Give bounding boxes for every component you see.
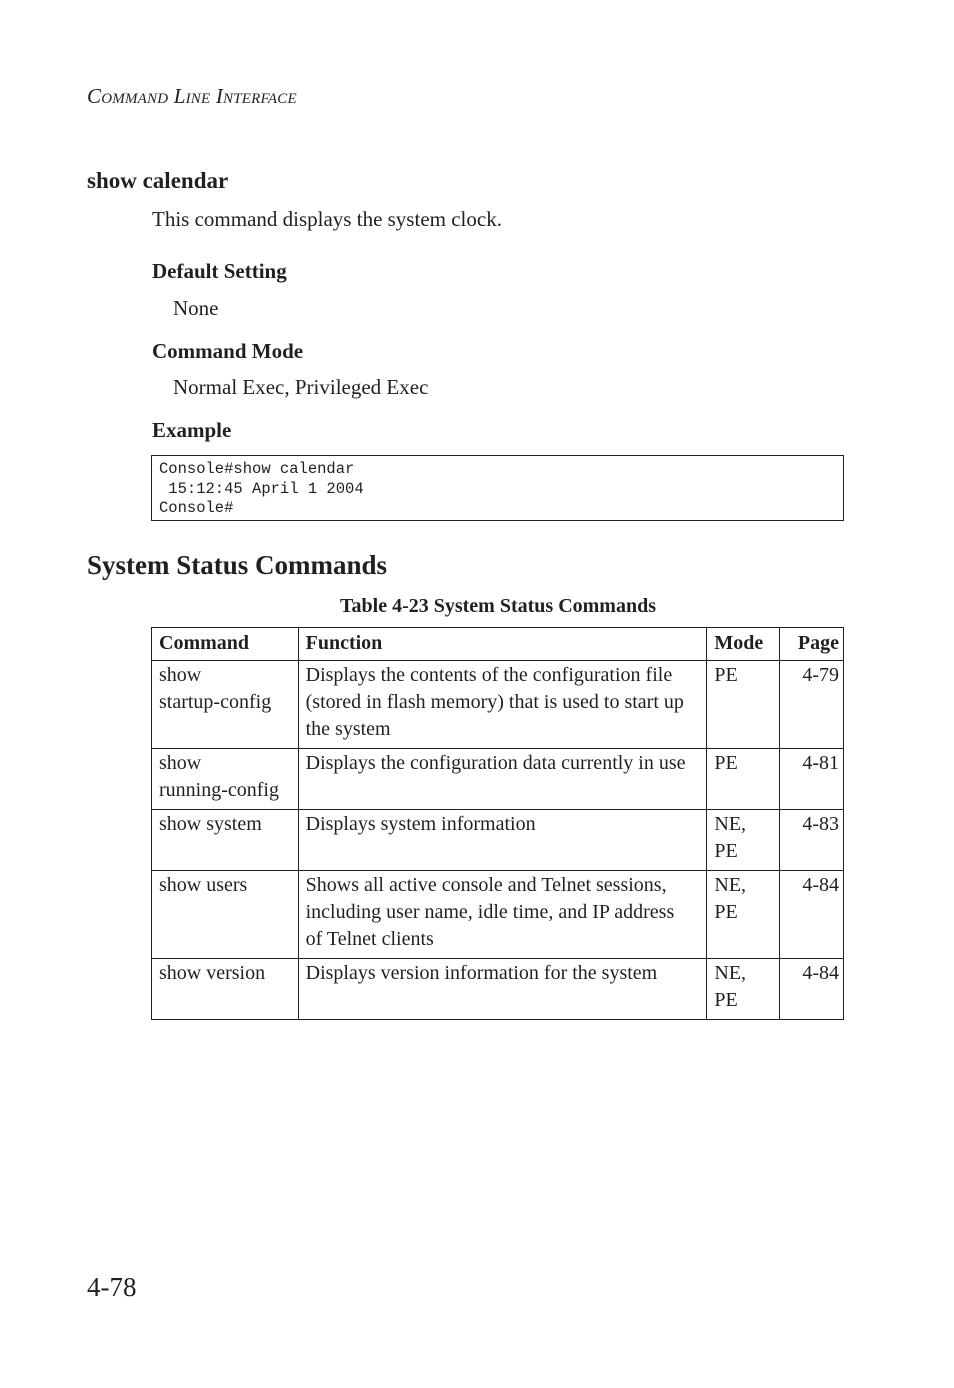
default-setting-value: None xyxy=(173,296,219,320)
command-cell xyxy=(152,871,299,959)
column-header-command: Command xyxy=(152,628,299,661)
section-title: System Status Commands xyxy=(87,550,388,580)
cell-line: including user name, idle time, and IP address xyxy=(305,901,675,923)
command-description: This command displays the system clock. xyxy=(152,207,502,231)
page-cell: 4-79 xyxy=(779,661,843,749)
cell-line: of Telnet clients xyxy=(305,928,434,950)
function-cell xyxy=(298,810,707,871)
cell-line: PE xyxy=(714,752,738,774)
cell-line: PE xyxy=(714,840,738,862)
code-line: Console# xyxy=(159,499,234,517)
running-header-word: LINE xyxy=(173,84,211,108)
function-cell xyxy=(298,749,707,810)
page-cell: 4-81 xyxy=(779,749,843,810)
code-line: 15:12:45 April 1 2004 xyxy=(159,479,364,498)
commands-table xyxy=(151,627,844,1020)
cell-line: NE, xyxy=(714,962,747,984)
example-heading: Example xyxy=(152,418,232,442)
page-number: 4-78 xyxy=(87,1272,137,1302)
code-line: Console#show calendar xyxy=(159,460,355,478)
cell-line: show version xyxy=(159,962,266,984)
cell-line: Displays the configuration data currently in use xyxy=(305,752,686,774)
cell-line: Displays system information xyxy=(305,813,536,835)
command-cell xyxy=(152,749,299,810)
page-cell: 4-84 xyxy=(779,871,843,959)
column-header-page: Page xyxy=(779,628,843,661)
cell-line: PE xyxy=(714,989,738,1011)
table-row xyxy=(152,661,844,749)
mode-cell xyxy=(707,871,779,959)
cell-line: running-config xyxy=(159,779,279,801)
table-row xyxy=(152,810,844,871)
cell-line: PE xyxy=(714,901,738,923)
table-caption: Table 4-23 System Status Commands xyxy=(340,595,656,617)
example-code-block xyxy=(151,455,844,521)
table-row xyxy=(152,749,844,810)
page-cell: 4-83 xyxy=(779,810,843,871)
table-header-row xyxy=(152,628,844,661)
mode-cell xyxy=(707,959,779,1020)
command-cell xyxy=(152,810,299,871)
function-cell xyxy=(298,871,707,959)
cell-line: PE xyxy=(714,664,738,686)
mode-cell xyxy=(707,749,779,810)
cell-line: NE, xyxy=(714,813,747,835)
function-cell xyxy=(298,959,707,1020)
command-cell xyxy=(152,959,299,1020)
running-header-word: INTERFACE xyxy=(215,84,297,108)
mode-cell xyxy=(707,661,779,749)
page-cell: 4-84 xyxy=(779,959,843,1020)
table-row xyxy=(152,959,844,1020)
command-title: show calendar xyxy=(87,168,229,193)
column-header-function: Function xyxy=(298,628,707,661)
running-header xyxy=(87,84,297,109)
cell-line: show system xyxy=(159,813,262,835)
mode-cell xyxy=(707,810,779,871)
cell-line: show users xyxy=(159,874,248,896)
cell-line: Shows all active console and Telnet sessions, xyxy=(305,874,667,896)
command-mode-heading: Command Mode xyxy=(152,339,304,363)
cell-line: Displays version information for the system xyxy=(305,962,658,984)
cell-line: the system xyxy=(305,718,391,740)
table-row xyxy=(152,871,844,959)
cell-line: show xyxy=(159,752,202,774)
cell-line: show xyxy=(159,664,202,686)
cell-line: Displays the contents of the configuration file xyxy=(305,664,673,686)
function-cell xyxy=(298,661,707,749)
running-header-word: COMMAND xyxy=(87,84,169,108)
command-cell xyxy=(152,661,299,749)
cell-line: NE, xyxy=(714,874,747,896)
default-setting-heading: Default Setting xyxy=(152,259,287,283)
command-mode-value: Normal Exec, Privileged Exec xyxy=(173,375,429,399)
column-header-mode: Mode xyxy=(707,628,779,661)
cell-line: (stored in flash memory) that is used to start up xyxy=(305,691,684,713)
cell-line: startup-config xyxy=(159,691,272,713)
